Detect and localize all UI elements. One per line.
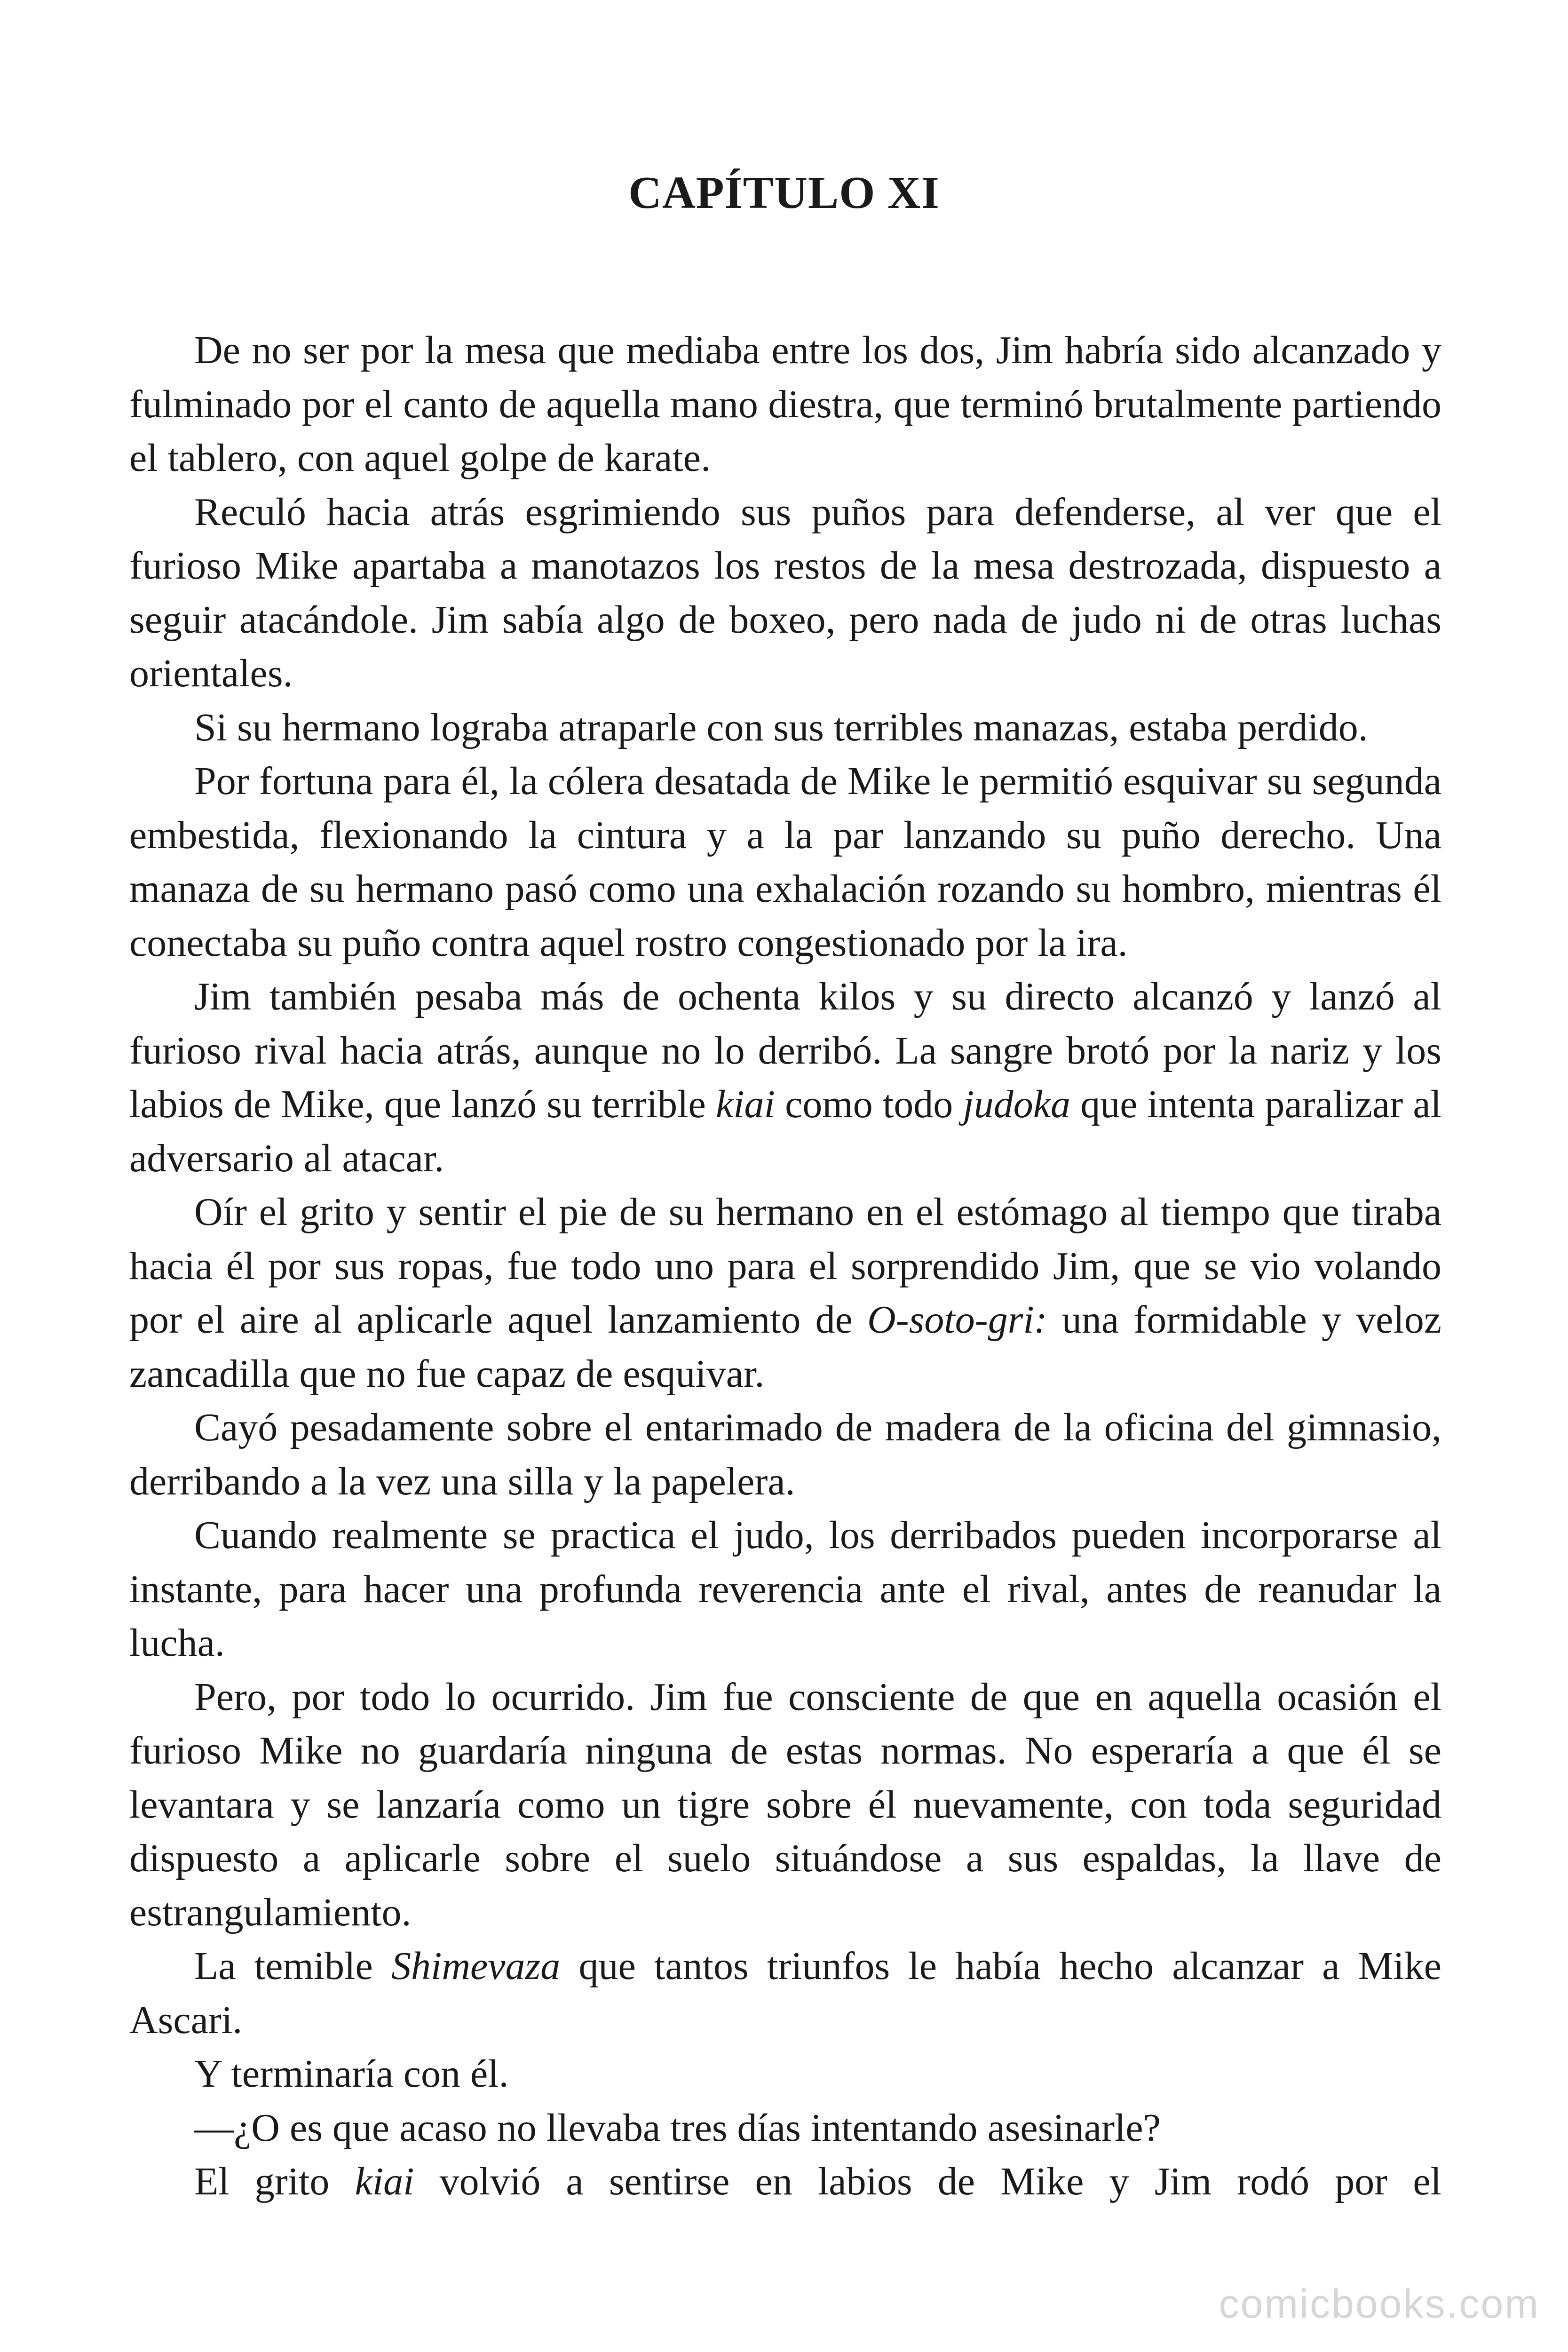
text-run: El grito	[194, 2160, 355, 2203]
italic-term: kiai	[715, 1082, 775, 1126]
italic-term: Shimevaza	[391, 1944, 561, 1988]
paragraph: Y terminaría con él.	[194, 2052, 509, 2096]
text-run: La temible	[194, 1944, 391, 1988]
watermark: comicbooks.com	[1219, 2281, 1540, 2327]
paragraph: De no ser por la mesa que mediaba entre los dos, Jim habría sido alcanzado y fulminado por el canto de aquella mano diestra, que terminó brutalmente partiendo el tablero, con aquel golpe de karate.	[129, 328, 1441, 480]
paragraph: Si su hermano lograba atraparle con sus terribles manazas, estaba perdido.	[194, 705, 1368, 749]
text-run: Oír el grito y sentir el pie de su hermano en el estómago al tiempo que tiraba hacia él por sus ropas, fue todo uno para el sorprendido Jim, que se vio volando por el aire al aplicarle aquel lanzamiento de	[129, 1190, 1441, 1342]
paragraph: Por fortuna para él, la cólera desatada de Mike le permitió esquivar su segunda embestida, flexionando la cintura y a la par lanzando su puño derecho. Una manaza de su hermano pasó como una exhalación rozando su hombro, mientras él conectaba su puño contra aquel rostro congestionado por la ira.	[129, 759, 1441, 965]
italic-term: kiai	[355, 2160, 414, 2203]
paragraph: Cayó pesadamente sobre el entarimado de madera de la oficina del gimnasio, derribando a la vez una silla y la papelera.	[129, 1406, 1441, 1503]
text-run: una formidable y veloz zancadilla que no fue capaz de esquivar.	[129, 1298, 1441, 1396]
text-run: Jim también pesaba más de ochenta kilos y su directo alcanzó y lanzó al furioso rival hacia atrás, aunque no lo derribó. La sangre brotó por la nariz y los labios de Mike, que lanzó su terrible	[129, 975, 1441, 1126]
italic-term: O-soto-gri:	[867, 1298, 1047, 1342]
paragraph: Reculó hacia atrás esgrimiendo sus puños para defenderse, al ver que el furioso Mike apartaba a manotazos los restos de la mesa destrozada, dispuesto a seguir atacándole. Jim sabía algo de boxeo, pero nada de judo ni de otras luchas orientales.	[129, 490, 1441, 695]
text-run: volvió a sentirse en labios de Mike y Jim rodó por el	[414, 2160, 1441, 2203]
text-run: que tantos triunfos le había hecho alcanzar a Mike Ascari.	[129, 1944, 1442, 2042]
italic-term: judoka	[963, 1082, 1071, 1126]
text-run: que intenta paralizar al adversario al atacar.	[129, 1082, 1441, 1180]
paragraph: Cuando realmente se practica el judo, los derribados pueden incorporarse al instante, para hacer una profunda reverencia ante el rival, antes de reanudar la lucha.	[129, 1513, 1441, 1665]
chapter-title: CAPÍTULO XI	[628, 167, 940, 218]
text-run: como todo	[775, 1082, 963, 1126]
paragraph	[129, 970, 1441, 1185]
paragraph	[129, 1185, 1441, 1401]
paragraph	[129, 2155, 1441, 2209]
chapter-body	[129, 324, 1441, 2209]
paragraph: —¿O es que acaso no llevaba tres días intentando asesinarle?	[194, 2106, 1161, 2150]
paragraph: Pero, por todo lo ocurrido. Jim fue consciente de que en aquella ocasión el furioso Mike no guardaría ninguna de estas normas. No esperaría a que él se levantara y se lanzaría como un tigre sobre él nuevamente, con toda seguridad dispuesto a aplicarle sobre el suelo situándose a sus espaldas, la llave de estrangulamiento.	[129, 1675, 1441, 1934]
paragraph	[129, 1939, 1441, 2047]
